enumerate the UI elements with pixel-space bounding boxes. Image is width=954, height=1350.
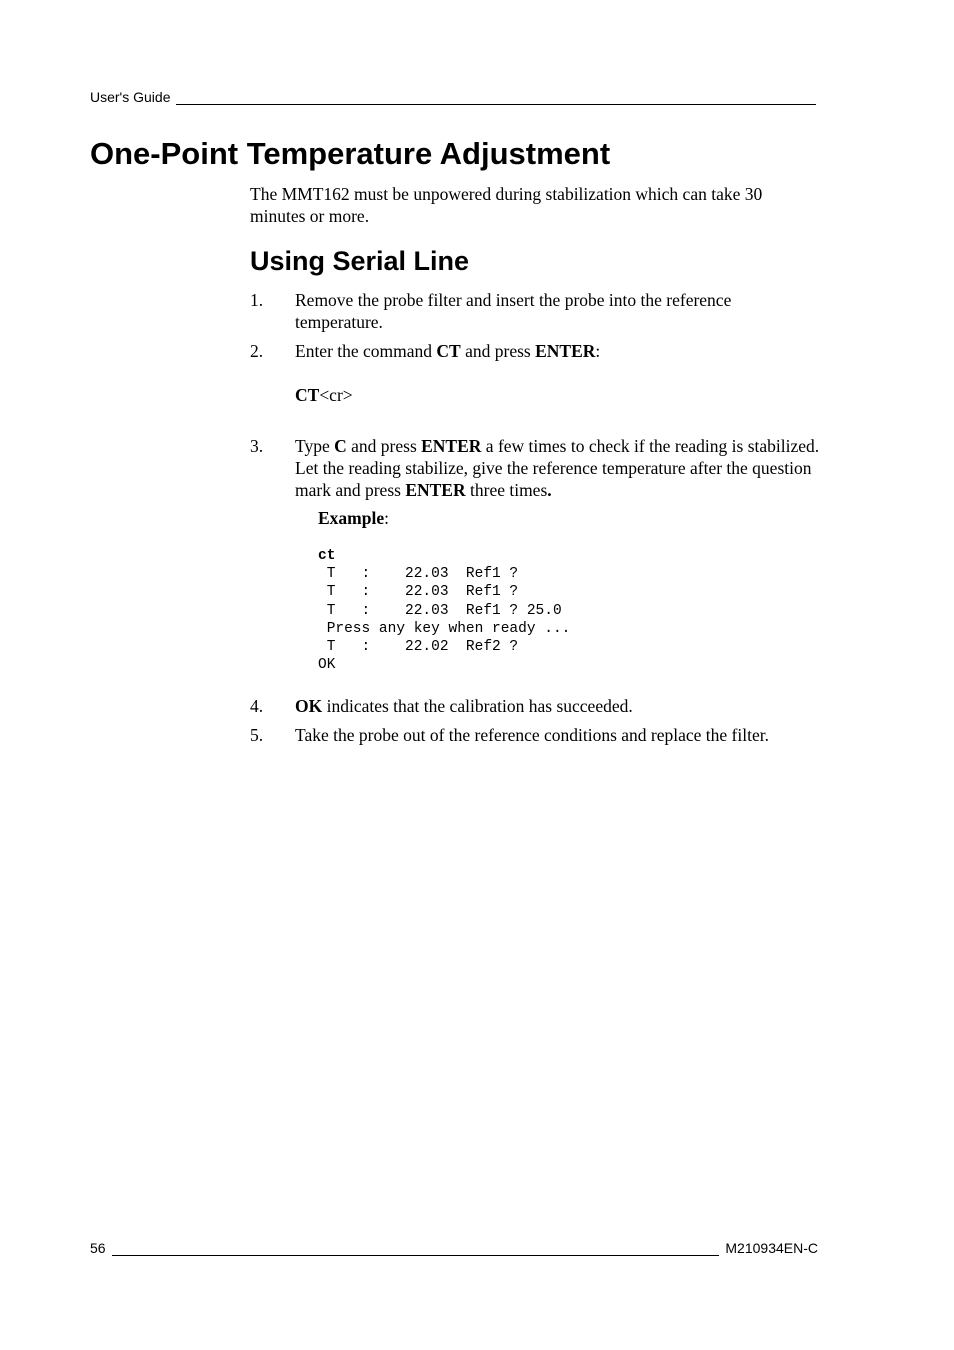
document-id: M210934EN-C [725,1240,818,1256]
code-line: Press any key when ready ... [318,620,571,637]
page-title: One-Point Temperature Adjustment [90,136,611,171]
code-line: T : 22.03 Ref1 ? 25.0 [318,602,562,619]
code-line: T : 22.03 Ref1 ? [318,584,519,601]
command-example: CT<cr> [295,385,353,405]
list-item: 4. OK indicates that the calibration has succeeded. [250,696,633,716]
list-item: 3. Type C and press ENTER a few times to check if the reading is stabilized. Let the reading stabilize, give the reference temperature after the question mark and press ENTER three times. [250,436,820,500]
list-item: 5. Take the probe out of the reference conditions and replace the filter. [250,725,769,745]
header-rule-line [176,90,816,105]
section-heading: Using Serial Line [250,246,470,276]
code-line: T : 22.03 Ref1 ? [318,566,519,583]
page-number: 56 [90,1240,106,1256]
code-line: ct [318,548,336,564]
code-line: T : 22.02 Ref2 ? [318,639,519,656]
intro-paragraph: The MMT162 must be unpowered during stabilization which can take 30 minutes or more. [250,184,763,226]
page-header [90,89,816,105]
example-label: Example: [318,508,389,528]
page-footer [90,1240,818,1256]
code-line: OK [318,657,336,674]
list-item: 1. Remove the probe filter and insert the probe into the reference temperature. [250,290,732,332]
footer-rule-line [112,1241,720,1256]
code-example [318,547,570,674]
list-item: 2. Enter the command CT and press ENTER: [250,341,601,361]
header-title: User's Guide [90,89,171,105]
